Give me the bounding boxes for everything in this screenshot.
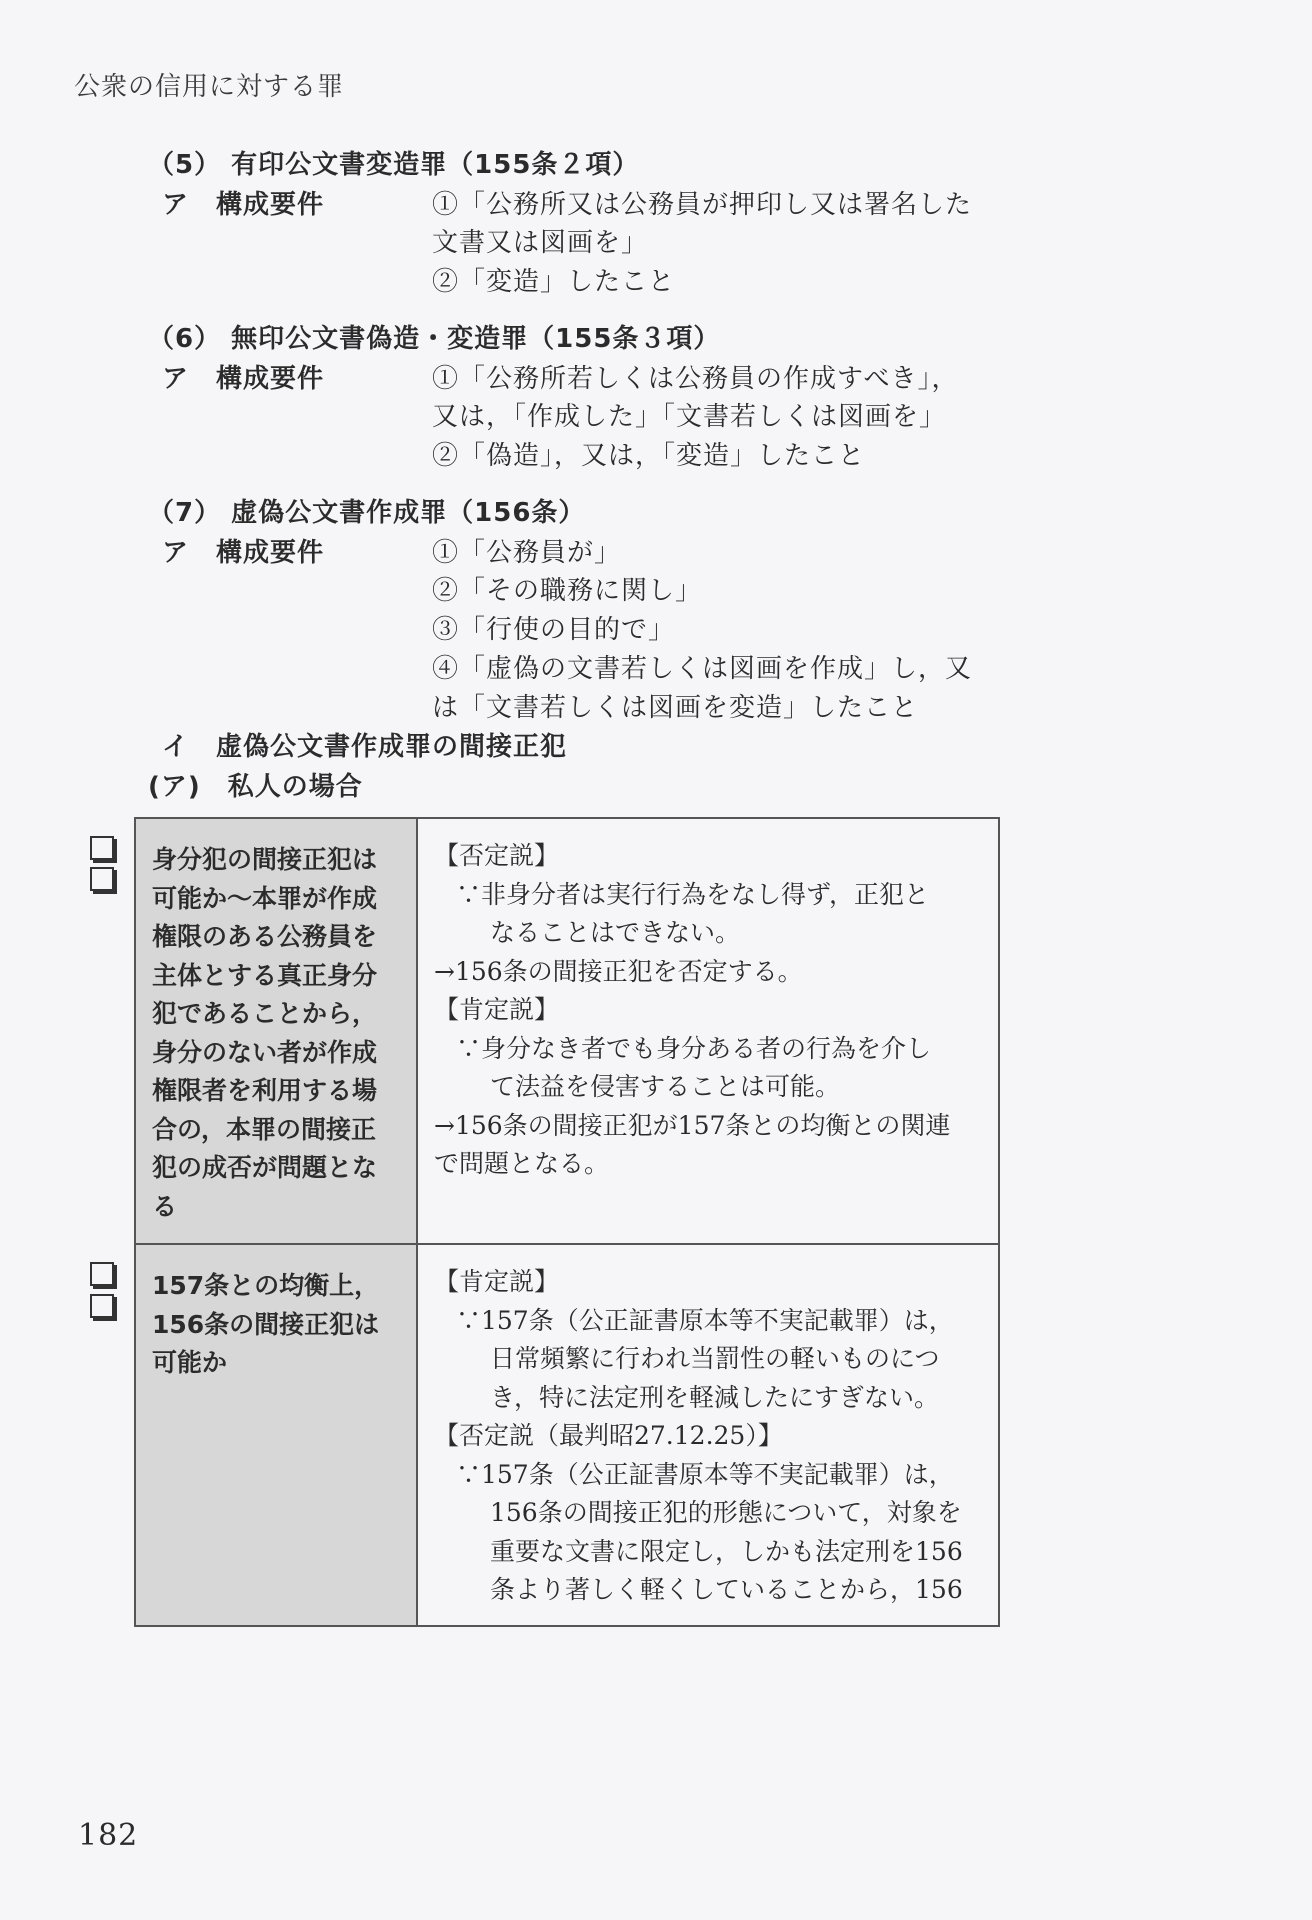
issue-answer-cell — [418, 819, 998, 1245]
conclusion-line: で問題となる。 — [434, 1149, 610, 1178]
section-7-sub-sub-heading: (ア) 私人の場合 — [148, 772, 363, 802]
running-head: 公衆の信用に対する罪 — [74, 72, 345, 102]
question-line: る — [152, 1191, 178, 1221]
section-6-line: ①「公務所若しくは公務員の作成すべき」， — [432, 364, 959, 394]
section-7-line: ①「公務員が」 — [432, 538, 622, 568]
review-checkbox[interactable] — [90, 1262, 114, 1286]
conclusion-line: →156条の間接正犯を否定する。 — [434, 956, 803, 986]
page-number: 182 — [78, 1818, 139, 1853]
review-checkbox[interactable] — [90, 867, 114, 891]
question-line: 権限のある公務員を — [152, 922, 378, 951]
conclusion-line: →156条の間接正犯が157条との均衡との関連 — [434, 1110, 951, 1140]
section-6-title: （6） 無印公文書偽造・変造罪（155条３項） — [148, 324, 721, 354]
theory-heading: 【肯定説】 — [434, 1267, 560, 1296]
reason-line: 156条の間接正犯的形態について，対象を — [490, 1498, 962, 1527]
reason-line: 重要な文書に限定し，しかも法定刑を156 — [490, 1536, 963, 1566]
section-5-title: （5） 有印公文書変造罪（155条２項） — [148, 150, 640, 180]
review-checkbox[interactable] — [90, 1294, 114, 1318]
section-7-line: は「文書若しくは図画を変造」したこと — [432, 693, 919, 723]
theory-heading: 【肯定説】 — [434, 995, 560, 1024]
section-7-requirements-label: ア 構成要件 — [162, 538, 325, 568]
section-7-sub-heading: イ 虚偽公文書作成罪の間接正犯 — [162, 732, 568, 762]
section-7-title: （7） 虚偽公文書作成罪（156条） — [148, 498, 586, 528]
question-line: 可能か～本罪が作成 — [152, 883, 378, 913]
reason-line: て法益を侵害することは可能。 — [490, 1072, 841, 1101]
reason-line: なることはできない。 — [490, 918, 741, 947]
question-line: 身分のない者が作成 — [152, 1037, 378, 1067]
section-6-line: 又は，「作成した」「文書若しくは図画を」 — [432, 402, 947, 432]
question-line: 犯の成否が問題とな — [152, 1153, 378, 1182]
reason-line: ∵157条（公正証書原本等不実記載罪）は， — [456, 1305, 954, 1335]
reason-line: ∵身分なき者でも身分ある者の行為を介し — [456, 1033, 932, 1063]
question-line: 権限者を利用する場 — [152, 1076, 378, 1105]
question-line: 主体とする真正身分 — [152, 960, 378, 990]
section-5-requirements-label: ア 構成要件 — [162, 190, 325, 220]
section-7-line: ④「虚偽の文書若しくは図画を作成」し，又 — [432, 654, 973, 684]
section-6-line: ②「偽造」，又は，「変造」したこと — [432, 441, 866, 471]
theory-heading: 【否定説】 — [434, 841, 560, 870]
issue-table — [134, 817, 1000, 1627]
reason-line: ∵157条（公正証書原本等不実記載罪）は， — [456, 1459, 954, 1489]
section-7-line: ③「行使の目的で」 — [432, 615, 676, 645]
issue-question-cell — [136, 1245, 418, 1625]
section-5-line: ②「変造」したこと — [432, 267, 676, 297]
question-line: 合の，本罪の間接正 — [152, 1114, 377, 1144]
question-line: 156条の間接正犯は — [152, 1309, 380, 1339]
reason-line: ∵非身分者は実行行為をなし得ず，正犯と — [456, 879, 930, 909]
question-line: 可能か — [152, 1348, 228, 1377]
question-line: 身分犯の間接正犯は — [152, 845, 378, 874]
review-checkbox[interactable] — [90, 836, 114, 860]
reason-line: き，特に法定刑を軽減したにすぎない。 — [490, 1382, 940, 1412]
question-line: 犯であることから， — [152, 999, 378, 1028]
issue-question-cell — [136, 819, 418, 1245]
section-5-line: 文書又は図画を」 — [432, 228, 649, 258]
reason-line: 条より著しく軽くしていることから，156 — [490, 1575, 963, 1604]
section-6-requirements-label: ア 構成要件 — [162, 364, 325, 394]
question-line: 157条との均衡上， — [152, 1271, 380, 1300]
theory-heading: 【否定説（最判昭27.12.25）】 — [434, 1421, 783, 1450]
section-5-line: ①「公務所又は公務員が押印し又は署名した — [432, 190, 973, 220]
section-7-line: ②「その職務に関し」 — [432, 576, 703, 606]
reason-line: 日常頻繁に行われ当罰性の軽いものにつ — [490, 1344, 940, 1373]
issue-answer-cell — [418, 1245, 998, 1625]
